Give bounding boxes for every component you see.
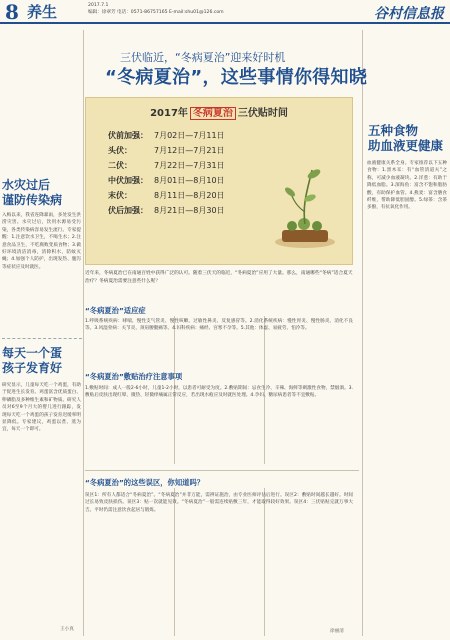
infographic-year: 2017年 — [150, 108, 188, 119]
paper-name: 谷村信息报 — [374, 6, 444, 22]
term-item — [108, 173, 225, 188]
feature-headline: “冬病夏治”，这些事情你得知晓 — [105, 67, 368, 88]
masthead-meta — [88, 2, 224, 16]
term-item — [108, 158, 225, 173]
term-dates: 7月02日—7月11日 — [154, 131, 225, 140]
left-divider — [2, 338, 82, 339]
page-number: 8 — [5, 0, 19, 24]
section-heading-misconceptions: “冬病夏治”的这些误区，你知道吗？ — [85, 478, 205, 487]
infographic-title — [86, 104, 352, 119]
herb-illustration — [268, 156, 342, 252]
left-story2-title — [2, 346, 62, 376]
term-dates: 7月12日—7月21日 — [154, 146, 225, 155]
feature-intro: 近年来，冬病夏治已在南通百姓中获得广泛的认可。随着三伏天的临近，“冬病夏治”应用了大量。那么，南通哪些“冬病”适合夏天治疗？冬病夏治需要注意些什么呢？ — [85, 271, 353, 284]
masthead — [0, 0, 450, 24]
right-story-body: 血液健康关系全身。专家推荐以下五种食物：1.黑木耳：有“血管清道夫”之称，可减少血液凝块。2.洋葱：有助于降低血脂。3.深海鱼：富含不饱和脂肪酸，有助保护血管。4.燕麦：富含膳食纤维，帮助降低胆固醇。5.绿茶：含茶多酚，有抗氧化作用。 — [367, 161, 447, 211]
term-dates: 7月22日—7月31日 — [154, 161, 225, 170]
term-dates: 8月11日—8月20日 — [154, 191, 225, 200]
term-item — [108, 203, 225, 218]
left-byline: 王小真 — [60, 627, 74, 632]
section-body-indications: 1.呼吸系统疾病：哮喘、慢性支气管炎、慢性咳嗽、过敏性鼻炎、反复感冒等。2.消化系统疾病：慢性胃炎、慢性肠炎、消化不良等。3.风湿骨病：关节炎、颈肩腰腿痛等。4.妇科疾病：痛经、宫寒不孕等。5.其他：体虚、易疲劳、怕冷等。 — [85, 319, 353, 332]
section-heading-precautions: “冬病夏治”敷贴治疗注意事项 — [85, 372, 183, 381]
term-label: 伏后加强： — [108, 205, 148, 215]
left-story1-title-text: 水灾过后 谨防传染病 — [2, 178, 63, 207]
infographic-stamp: 冬病夏治 — [190, 107, 236, 120]
term-dates: 8月21日—8月30日 — [154, 206, 225, 215]
term-dates: 8月01日—8月10日 — [154, 176, 225, 185]
column-rule-right — [362, 30, 363, 636]
term-label: 末伏： — [108, 190, 132, 200]
section-body-precautions: 1.敷贴时间：成人一般2-6小时，儿童1-2小时，以患者可耐受为度。2.敷贴期间：忌食生冷、辛辣、海鲜等刺激性食物，禁烟酒。3.敷贴后皮肤出现红晕、微热、轻微痒痛属正常反应，若出现水疱应及时就医处理。4.孕妇、糖尿病患者等不宜敷贴。 — [85, 386, 353, 399]
column-rule-left — [83, 30, 84, 636]
infographic-title-rest: 三伏贴时间 — [237, 108, 288, 119]
feature-divider — [85, 470, 359, 471]
term-item — [108, 188, 225, 203]
right-story-title-text: 五种食物 助血液更健康 — [368, 123, 444, 153]
feature-byline: 徐丽清 — [330, 629, 344, 634]
editor-line: 编辑：徐翠芳 电话：0571-86757165 E-mail:shu01@126.com — [88, 10, 224, 15]
issue-date: 2017.7.1 — [88, 3, 109, 8]
section-heading-indications: “冬病夏治”适应症 — [85, 306, 146, 315]
right-story-title — [368, 123, 443, 153]
term-label: 头伏： — [108, 145, 132, 155]
term-label: 二伏： — [108, 160, 132, 170]
term-item — [108, 128, 225, 143]
term-label: 中伏加强： — [108, 175, 148, 185]
left-story1-body: 入梅以来，我省连降暴雨，多处发生洪涝灾害。水灾过后，饮用水源易受污染，各类传染病容易发生流行。专家提醒：1.注意饮水卫生，不喝生水；2.注意食品卫生，不吃腐败变质食物；3.做好环境清洁消毒，清除积水，防蚊灭蝇；4.加强个人防护，出现发热、腹泻等症状应及时就医。 — [2, 213, 81, 270]
sanfu-infographic — [85, 97, 353, 265]
term-item — [108, 143, 225, 158]
term-list — [108, 128, 225, 218]
term-label: 伏前加强： — [108, 130, 148, 140]
section-body-misconceptions: 误区1：所有人都适合“冬病夏治”。“冬病夏治”并非万能，需辨证施治，由专业医师评估后进行。误区2：敷贴时间越长越好。时间过长易致皮肤损伤。误区3：贴一次就能见效。“冬病夏治”一般需连续贴敷三年，才能取得较好效果。误区4：三伏贴贴完就万事大吉。平时仍需注意饮食起居与锻炼。 — [85, 493, 353, 513]
left-story2-title-text: 每天一个蛋 孩子发育好 — [2, 346, 63, 375]
left-story1-title — [2, 178, 62, 208]
feature-kicker: 三伏临近，“冬病夏治”迎来好时机 — [120, 51, 286, 64]
section-name: 养生 — [27, 3, 58, 21]
left-story2-body: 研究显示，儿童每天吃一个鸡蛋，有助于促进生长发育。鸡蛋富含优质蛋白、卵磷脂及多种维生素和矿物质。研究人员对6至9个月大的婴儿进行跟踪，发现每天吃一个鸡蛋的孩子发育迟缓率明显降低。专家建议，鸡蛋以煮、蒸为宜，每天一个即可。 — [2, 383, 81, 433]
